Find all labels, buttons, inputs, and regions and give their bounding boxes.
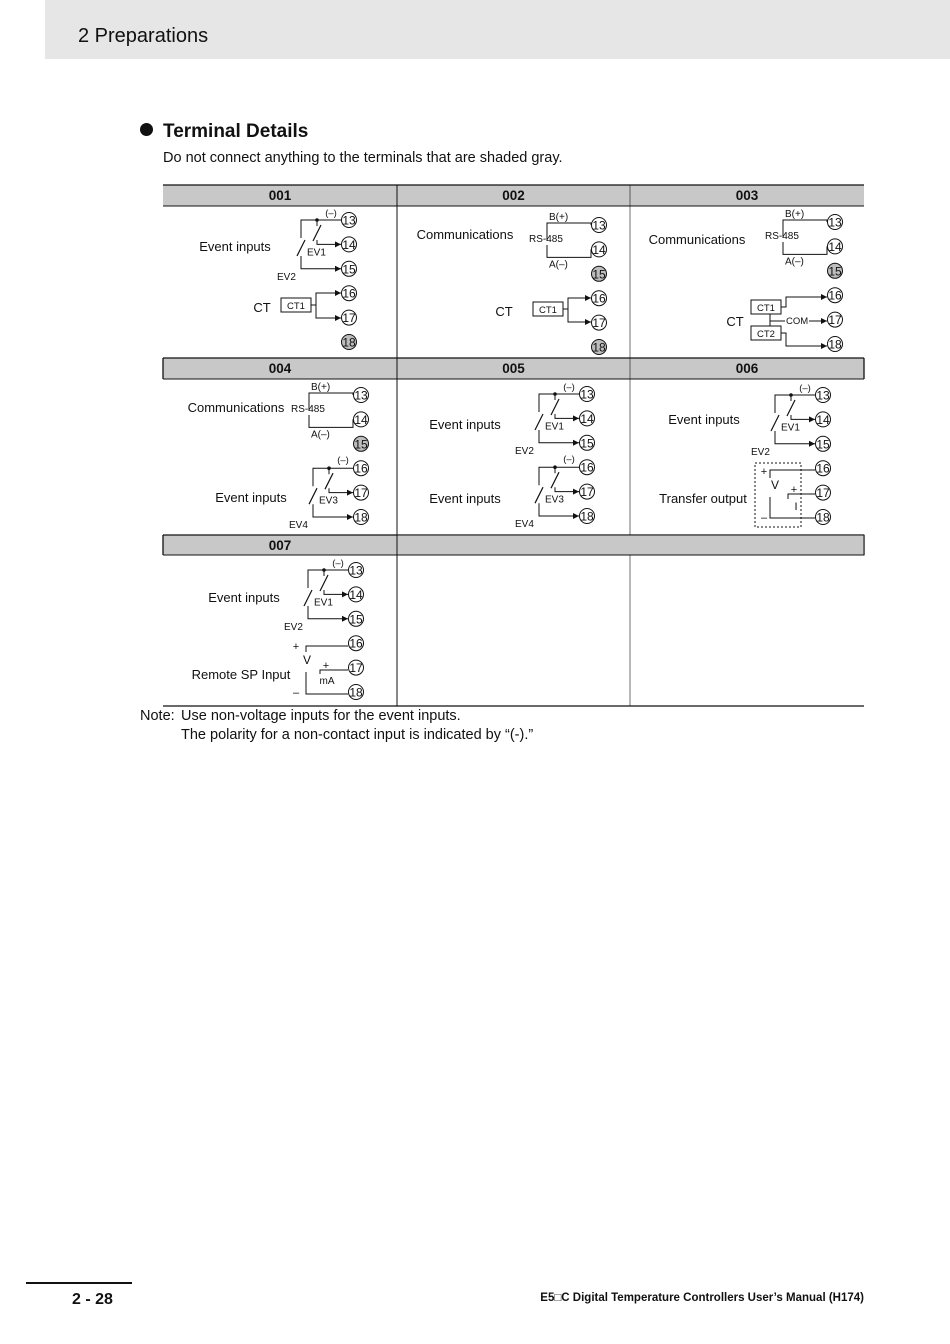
terminal-number: 14 [349, 587, 363, 602]
column-header: 001 [268, 188, 292, 203]
plus-label: + [760, 466, 768, 478]
communications-label: Communications [416, 227, 514, 242]
arrow-icon [573, 513, 579, 519]
cell-005 [429, 382, 594, 530]
event-label: EV2 [284, 621, 303, 633]
b-plus-label: B(+) [549, 212, 569, 223]
terminal-13 [580, 387, 595, 402]
footer-rule [26, 1282, 132, 1284]
rs485-label: RS-485 [765, 231, 799, 242]
column-header: 004 [268, 361, 292, 376]
ct1-label: CT1 [757, 303, 775, 314]
arrow-icon [335, 241, 341, 247]
terminal-number: 15 [816, 437, 830, 452]
terminal-16 [816, 461, 831, 476]
empty-header-band [397, 535, 864, 555]
terminal-number: 15 [349, 612, 363, 627]
ct1-label: CT1 [539, 305, 557, 316]
terminal-number: 16 [342, 286, 356, 301]
terminal-17 [354, 485, 369, 500]
event-inputs-label: Event inputs [215, 490, 287, 505]
terminal-number: 18 [342, 335, 356, 350]
arrow-icon [573, 489, 579, 495]
terminal-14 [349, 587, 364, 602]
terminal-number: 14 [592, 242, 606, 257]
terminal-15 [828, 263, 843, 278]
event-label: EV1 [781, 422, 800, 434]
arrow-icon [342, 591, 348, 597]
terminal-number: 15 [592, 267, 606, 282]
polarity-label: (–) [563, 382, 575, 393]
terminal-13 [354, 388, 369, 403]
terminal-number: 18 [592, 340, 606, 355]
event-label: EV1 [545, 421, 564, 433]
terminal-number: 13 [828, 215, 842, 230]
switch-contact-icon [551, 472, 559, 488]
terminal-number: 18 [828, 337, 842, 352]
terminal-number: 14 [828, 239, 842, 254]
terminal-16 [354, 461, 369, 476]
terminal-13 [592, 218, 607, 233]
column-header: 002 [502, 188, 525, 203]
common-wire [775, 395, 815, 413]
terminal-16 [342, 286, 357, 301]
arrow-icon [821, 294, 827, 300]
ct-label: CT [726, 314, 744, 329]
terminal-14 [354, 412, 369, 427]
column-header: 005 [502, 361, 525, 376]
terminal-number: 17 [816, 486, 830, 501]
event-label: EV3 [545, 494, 564, 506]
event-inputs-label: Event inputs [199, 239, 271, 254]
minus-label: – [292, 687, 300, 699]
terminal-18 [580, 509, 595, 524]
communications-label: Communications [648, 232, 746, 247]
terminal-16 [349, 636, 364, 651]
note-line-1: Use non-voltage inputs for the event inputs. [181, 708, 461, 724]
terminal-17 [349, 660, 364, 675]
ct2-label: CT2 [757, 329, 775, 340]
terminal-number: 16 [592, 291, 606, 306]
polarity-label: (–) [799, 383, 811, 394]
b-plus-label: B(+) [311, 382, 331, 393]
terminal-14 [828, 239, 843, 254]
terminal-15 [342, 261, 357, 276]
terminal-14 [580, 411, 595, 426]
terminal-number: 18 [354, 510, 368, 525]
arrow-icon [585, 319, 591, 325]
event-inputs-label: Event inputs [208, 590, 280, 605]
terminal-17 [828, 312, 843, 327]
common-wire [308, 570, 348, 588]
column-header: 006 [735, 361, 759, 376]
a-minus-label: A(–) [785, 256, 804, 268]
terminal-number: 17 [354, 486, 368, 501]
arrow-icon [342, 616, 348, 622]
cell-007 [192, 558, 364, 700]
terminal-number: 15 [354, 437, 368, 452]
event-label: EV1 [307, 247, 326, 259]
switch-contact-icon [297, 240, 305, 256]
event-label: EV3 [319, 495, 338, 507]
cell-006 [659, 383, 830, 527]
terminal-number: 17 [580, 485, 594, 500]
arrow-icon [335, 315, 341, 321]
wire [547, 245, 591, 257]
terminal-number: 15 [342, 262, 356, 277]
event-inputs-label: Event inputs [429, 491, 501, 506]
rs485-label: RS-485 [291, 404, 325, 415]
wire [316, 305, 341, 318]
terminal-number: 17 [349, 661, 363, 676]
terminal-number: 16 [816, 461, 830, 476]
terminal-number: 18 [580, 509, 594, 524]
event-label: EV4 [515, 519, 534, 530]
switch-contact-icon [320, 575, 328, 591]
terminal-number: 13 [580, 387, 594, 402]
terminal-18 [349, 685, 364, 700]
terminal-14 [342, 237, 357, 252]
switch-contact-icon [771, 415, 779, 431]
event-label: EV2 [515, 445, 534, 457]
ma-label: mA [319, 676, 335, 687]
transfer-output-label: Transfer output [659, 491, 747, 506]
wire [781, 333, 827, 346]
terminal-17 [342, 310, 357, 325]
wire [770, 497, 815, 518]
switch-contact-icon [313, 225, 321, 241]
terminal-number: 13 [349, 563, 363, 578]
common-wire [301, 220, 341, 238]
i-label: I [794, 501, 798, 513]
table-cells [188, 208, 843, 700]
arrow-icon [585, 295, 591, 301]
switch-contact-icon [535, 414, 543, 430]
terminal-16 [828, 288, 843, 303]
arrow-icon [821, 318, 827, 324]
cell-002 [417, 212, 607, 355]
terminal-17 [580, 484, 595, 499]
terminal-number: 13 [816, 388, 830, 403]
arrow-icon [821, 343, 827, 349]
terminal-number: 13 [354, 388, 368, 403]
polarity-label: (–) [332, 558, 344, 569]
arrow-icon [347, 514, 353, 520]
switch-contact-icon [304, 590, 312, 606]
plus-label: + [292, 641, 300, 653]
event-label: EV2 [277, 271, 296, 283]
terminal-number: 18 [349, 685, 363, 700]
cell-004 [188, 382, 369, 531]
a-minus-label: A(–) [549, 259, 568, 271]
arrow-icon [809, 416, 815, 422]
terminal-17 [592, 315, 607, 330]
polarity-label: (–) [325, 208, 337, 219]
terminal-13 [816, 388, 831, 403]
common-wire [539, 467, 579, 485]
terminal-14 [592, 242, 607, 257]
arrow-icon [573, 440, 579, 446]
terminal-number: 15 [828, 264, 842, 279]
event-label: EV4 [289, 520, 308, 531]
note-line-2: The polarity for a non-contact input is indicated by “(-).” [181, 727, 534, 743]
minus-label: – [760, 512, 768, 524]
event-inputs-label: Event inputs [429, 417, 501, 432]
terminal-13 [828, 215, 843, 230]
communications-label: Communications [187, 400, 285, 415]
v-label: V [770, 478, 780, 492]
terminal-15 [580, 435, 595, 450]
arrow-icon [335, 290, 341, 296]
arrow-icon [335, 266, 341, 272]
intro-text: Do not connect anything to the terminals that are shaded gray. [163, 150, 563, 166]
terminal-number: 16 [828, 288, 842, 303]
cell-003 [649, 209, 843, 352]
ct-label: CT [253, 300, 271, 315]
terminal-13 [349, 563, 364, 578]
wire [783, 242, 827, 254]
event-label: EV1 [314, 597, 333, 609]
column-header: 007 [268, 538, 292, 553]
terminal-18 [342, 335, 357, 350]
wire [306, 646, 348, 652]
event-inputs-label: Event inputs [668, 412, 740, 427]
terminal-18 [816, 510, 831, 525]
section-heading: 2 Preparations [78, 25, 209, 47]
switch-contact-icon [787, 400, 795, 416]
wire [781, 297, 827, 307]
common-wire [539, 394, 579, 412]
terminal-number: 18 [816, 510, 830, 525]
terminal-18 [592, 340, 607, 355]
terminal-14 [816, 412, 831, 427]
terminal-number: 14 [342, 237, 356, 252]
terminal-number: 16 [580, 460, 594, 475]
table-grid [163, 185, 864, 706]
v-label: V [302, 653, 312, 667]
terminal-number: 14 [580, 411, 594, 426]
switch-contact-icon [309, 488, 317, 504]
wire [309, 415, 353, 427]
switch-contact-icon [325, 473, 333, 489]
terminal-15 [349, 611, 364, 626]
page-number: 2 - 28 [72, 1291, 113, 1308]
rs485-label: RS-485 [529, 234, 563, 245]
terminal-number: 17 [592, 316, 606, 331]
wire [770, 470, 815, 478]
terminal-17 [816, 485, 831, 500]
terminal-16 [580, 460, 595, 475]
terminal-16 [592, 291, 607, 306]
wire [568, 309, 591, 322]
cell-001 [199, 208, 356, 350]
terminal-number: 14 [354, 412, 368, 427]
terminal-18 [828, 337, 843, 352]
remote-sp-input-label: Remote SP Input [191, 667, 291, 682]
terminal-number: 14 [816, 412, 830, 427]
terminal-number: 15 [580, 436, 594, 451]
polarity-label: (–) [563, 454, 575, 465]
terminal-15 [354, 436, 369, 451]
arrow-icon [573, 415, 579, 421]
terminal-18 [354, 510, 369, 525]
terminal-number: 13 [592, 218, 606, 233]
note-prefix: Note: [140, 708, 175, 724]
event-label: EV2 [751, 446, 770, 458]
terminal-number: 17 [342, 311, 356, 326]
b-plus-label: B(+) [785, 209, 805, 220]
ct-label: CT [495, 304, 513, 319]
switch-contact-icon [535, 487, 543, 503]
ct1-label: CT1 [287, 301, 305, 312]
polarity-label: (–) [337, 455, 349, 466]
manual-title: E5□C Digital Temperature Controllers User’s Manual (H174) [540, 1292, 864, 1304]
plus-label: + [790, 484, 798, 496]
title-text: Terminal Details [163, 121, 309, 142]
terminal-number: 16 [349, 636, 363, 651]
a-minus-label: A(–) [311, 429, 330, 441]
terminal-13 [342, 213, 357, 228]
terminal-number: 17 [828, 313, 842, 328]
column-header: 003 [735, 188, 759, 203]
common-wire [313, 468, 353, 486]
arrow-icon [347, 490, 353, 496]
terminal-15 [816, 436, 831, 451]
plus-label: + [322, 660, 330, 672]
terminal-15 [592, 266, 607, 281]
terminal-number: 16 [354, 461, 368, 476]
terminal-number: 13 [342, 213, 356, 228]
arrow-icon [809, 441, 815, 447]
switch-contact-icon [551, 399, 559, 415]
com-label: COM [786, 316, 809, 327]
